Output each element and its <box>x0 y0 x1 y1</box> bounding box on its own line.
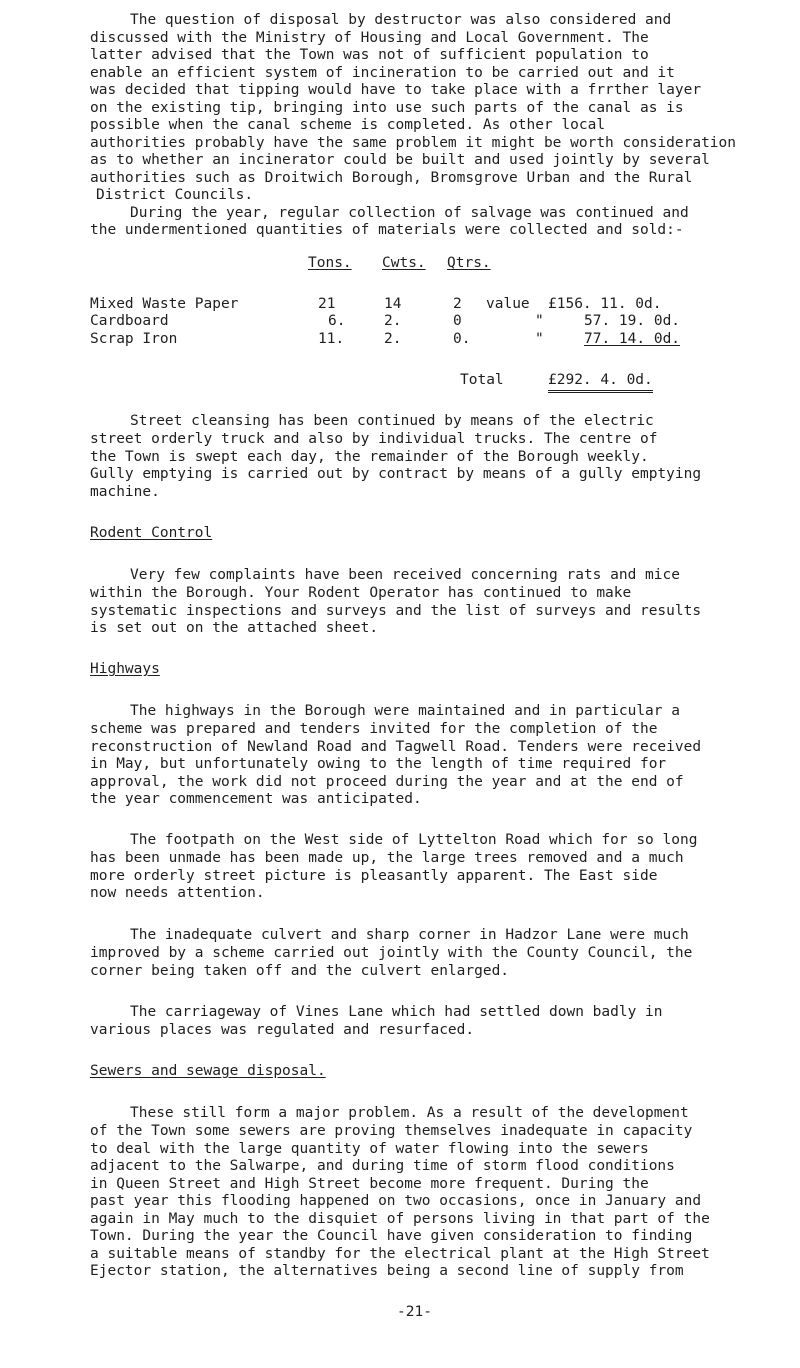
paragraph-line: enable an efficient system of incineration to be carried out and it <box>90 64 675 81</box>
item-name: Scrap Iron <box>90 331 178 347</box>
total-label: Total <box>460 372 504 388</box>
paragraph-line: authorities such as Droitwich Borough, Bromsgrove Urban and the Rural <box>90 169 693 186</box>
value-amount: 77. 14. 0d. <box>584 331 681 347</box>
paragraph-line: the Town is swept each day, the remainder of the Borough weekly. <box>90 448 649 465</box>
paragraph-line: as to whether an incinerator could be built and used jointly by several <box>90 152 710 168</box>
section-heading-sewers: Sewers and sewage disposal. <box>90 1063 326 1079</box>
paragraph-line: The carriageway of Vines Lane which had settled down badly in <box>130 1004 663 1020</box>
paragraph-line: in Queen Street and High Street become more frequent. During the <box>90 1175 649 1192</box>
value-amount: £156. 11. 0d. <box>548 296 662 312</box>
header-qtrs: Qtrs. <box>447 255 491 271</box>
paragraph-line: the year commencement was anticipated. <box>90 791 422 807</box>
section-heading-rodent-control: Rodent Control <box>90 525 213 541</box>
paragraph-line: systematic inspections and surveys and the list of surveys and results <box>90 602 702 619</box>
paragraph-line: approval, the work did not proceed during the year and at the end of <box>90 773 684 790</box>
paragraph-line: Street cleansing has been continued by means of the electric <box>130 413 654 429</box>
paragraph-line: adjacent to the Salwarpe, and during time of storm flood conditions <box>90 1158 675 1174</box>
paragraph-line: improved by a scheme carried out jointly with the County Council, the <box>90 945 693 961</box>
section-heading-highways: Highways <box>90 661 160 677</box>
paragraph-line: on the existing tip, bringing into use such parts of the canal as is <box>90 99 684 116</box>
paragraph-line: discussed with the Ministry of Housing and Local Government. The <box>90 29 649 46</box>
paragraph-line: to deal with the large quantity of water flowing into the sewers <box>90 1140 649 1157</box>
paragraph-line: During the year, regular collection of salvage was continued and <box>130 204 689 221</box>
qtrs-value: 2 <box>453 296 462 312</box>
cwts-value: 14 <box>384 296 402 312</box>
paragraph-line: possible when the canal scheme is completed. As other local <box>90 117 606 133</box>
paragraph-line: scheme was prepared and tenders invited for the completion of the <box>90 721 658 737</box>
header-tons: Tons. <box>308 255 352 271</box>
paragraph-line: These still form a major problem. As a result of the development <box>130 1105 689 1121</box>
paragraph-line: The footpath on the West side of Lyttelton Road which for so long <box>130 832 698 848</box>
paragraph-line: authorities probably have the same problem it might be worth consideration <box>90 134 737 151</box>
qtrs-value: 0 <box>453 313 462 329</box>
paragraph-line: Very few complaints have been received concerning rats and mice <box>130 567 680 583</box>
paragraph-line: has been unmade has been made up, the large trees removed and a much <box>90 850 684 866</box>
paragraph-line: now needs attention. <box>90 885 265 901</box>
paragraph-line: various places was regulated and resurfaced. <box>90 1022 475 1038</box>
paragraph-line: Town. During the year the Council have given consideration to finding <box>90 1228 693 1244</box>
tons-value: 21 <box>318 296 336 312</box>
paragraph-line: past year this flooding happened on two occasions, once in January and <box>90 1193 702 1209</box>
paragraph-line: the undermentioned quantities of materials were collected and sold:- <box>90 222 684 238</box>
paragraph-line: machine. <box>90 483 160 500</box>
paragraph-line: reconstruction of Newland Road and Tagwell Road. Tenders were received <box>90 738 702 755</box>
paragraph-line: Ejector station, the alternatives being a second line of supply from <box>90 1263 684 1279</box>
tons-value: 11. <box>318 331 345 347</box>
item-name: Cardboard <box>90 313 169 329</box>
paragraph-line: more orderly street picture is pleasantly apparent. The East side <box>90 867 658 884</box>
paragraph-line: was decided that tipping would have to take place with a frrther layer <box>90 82 702 98</box>
paragraph-line: Gully emptying is carried out by contract by means of a gully emptying <box>90 466 702 482</box>
page-number: -21- <box>397 1304 432 1320</box>
paragraph-line: is set out on the attached sheet. <box>90 620 379 636</box>
paragraph-line: street orderly truck and also by individual trucks. The centre of <box>90 431 658 447</box>
cwts-value: 2. <box>384 313 402 329</box>
cwts-value: 2. <box>384 331 402 347</box>
value-amount: 57. 19. 0d. <box>584 313 681 329</box>
paragraph-line: again in May much to the disquiet of persons living in that part of the <box>90 1210 710 1227</box>
paragraph-line: District Councils. <box>96 187 254 203</box>
paragraph-line: The highways in the Borough were maintained and in particular a <box>130 703 680 719</box>
qtrs-value: 0. <box>453 331 471 347</box>
header-cwts: Cwts. <box>382 255 426 271</box>
paragraph-line: latter advised that the Town was not of sufficient population to <box>90 47 649 63</box>
item-name: Mixed Waste Paper <box>90 296 239 312</box>
paragraph-line: a suitable means of standby for the electrical plant at the High Street <box>90 1245 710 1262</box>
paragraph-line: within the Borough. Your Rodent Operator has continued to make <box>90 585 632 601</box>
paragraph-line: of the Town some sewers are proving themselves inadequate in capacity <box>90 1123 693 1139</box>
paragraph-line: in May, but unfortunately owing to the length of time required for <box>90 756 667 772</box>
paragraph-line: The inadequate culvert and sharp corner in Hadzor Lane were much <box>130 927 689 943</box>
paragraph-line: The question of disposal by destructor was also considered and <box>130 12 672 28</box>
ditto-mark: " <box>535 331 544 347</box>
value-label: value <box>486 296 530 312</box>
paragraph-line: corner being taken off and the culvert enlarged. <box>90 962 510 979</box>
tons-value: 6. <box>328 313 346 329</box>
total-value: £292. 4. 0d. <box>548 372 653 393</box>
ditto-mark: " <box>535 313 544 329</box>
